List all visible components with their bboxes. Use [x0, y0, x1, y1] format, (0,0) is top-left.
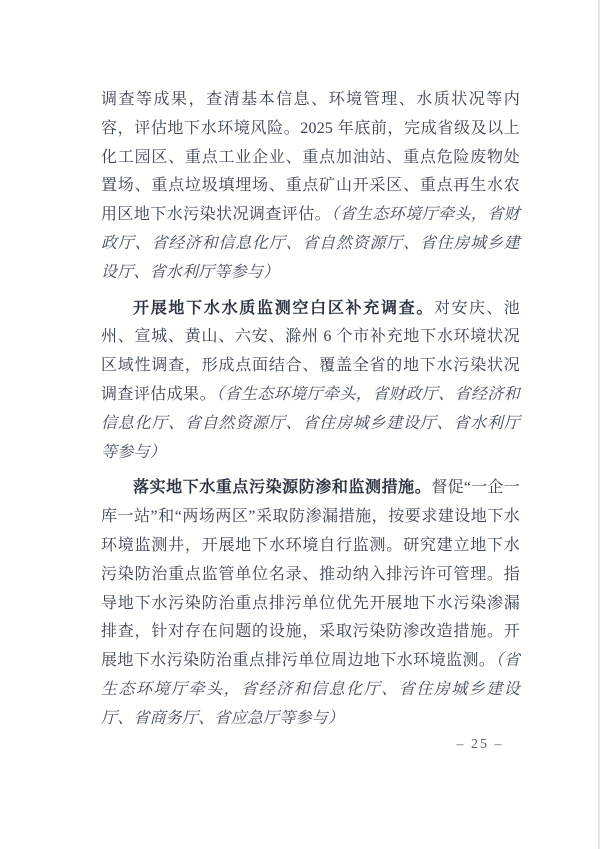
text-segment: 对安庆、池州、宣城、黄山、六安、滁州 6 个市补充地下水环境状况区域性调查，形成点面结合、覆盖全省的地下水污染状况调查评估成果。	[101, 299, 520, 403]
text-segment: 督促“一企一库一站”和“两场两区”采取防渗漏措施，按要求建设地下水环境监测井，开展地下水环境自行监测。研究建立地下水污染防治重点监管单位名录、推动纳入排污许可管理。指导地下水污染防治重点排污单位优先开展地下水污染渗漏排查，针对存在问题的设施，采取污染防渗改造措施。开展地下水污染防治重点排污单位周边地下水环境监测。	[101, 479, 520, 670]
text-segment: （省生态环境厅牵头，省财政厅、省经济和信息化厅、省自然资源厅、省住房城乡建设厅、省水利厅等参与）	[101, 206, 520, 281]
text-segment: （省生态环境厅牵头，省财政厅、省经济和信息化厅、省自然资源厅、省住房城乡建设厅、省水利厅等参与）	[101, 385, 520, 461]
text-segment: 开展地下水水质监测空白区补充调查。	[133, 299, 435, 317]
page-number: – 25 –	[456, 737, 504, 752]
text-segment: 落实地下水重点污染源防渗和监测措施。	[133, 479, 432, 497]
paragraph	[101, 295, 520, 468]
paragraph	[101, 86, 520, 288]
text-segment: （省生态环境厅牵头，省经济和信息化厅、省住房城乡建设厅、省商务厅、省应急厅等参与）	[101, 652, 520, 727]
text-segment: 调查等成果，查清基本信息、环境管理、水质状况等内容，评估地下水环境风险。2025 年底前，完成省级及以上化工园区、重点工业企业、重点加油站、重点危险废物处置场、重点垃圾填埋场、重点矿山开采区、重点再生水农用区地下水污染状况调查评估。	[101, 91, 520, 224]
document-body	[101, 86, 520, 734]
paragraph	[101, 474, 520, 733]
